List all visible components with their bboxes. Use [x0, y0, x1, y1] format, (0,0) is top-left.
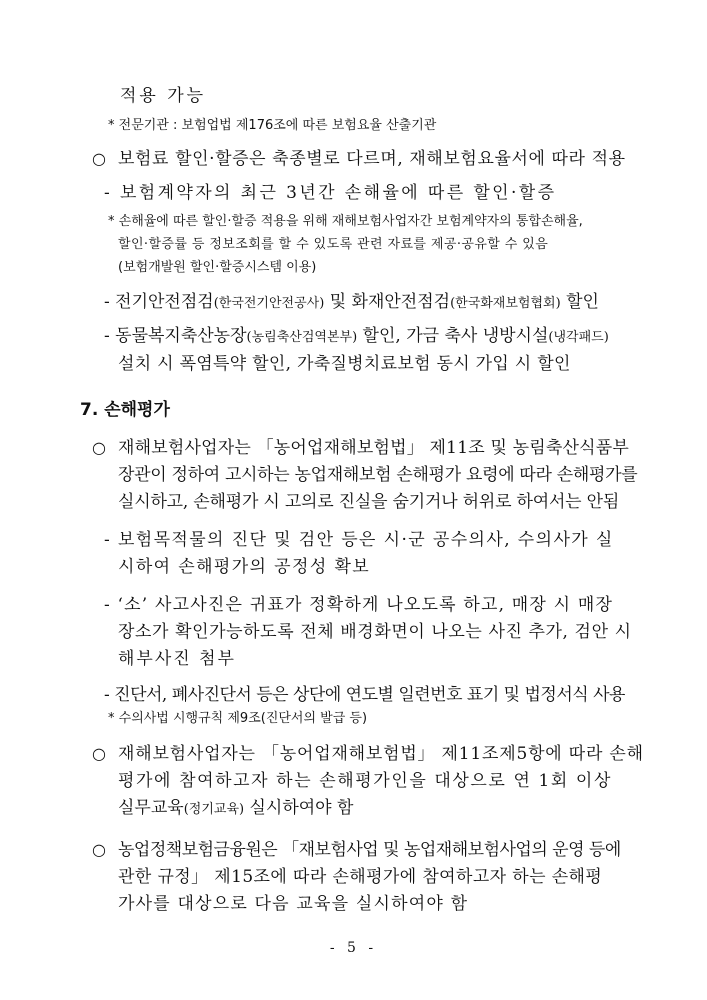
text-fragment-paren: (정기교육): [183, 802, 245, 817]
dash-item: [104, 324, 609, 350]
text-fragment: 실무교육: [118, 798, 184, 818]
footnote: * 수의사법 시행규칙 제9조(진단서의 발급 등): [108, 711, 368, 726]
dash-item-text: - 동물복지축산농장: [104, 326, 247, 346]
bullet-paragraph: 보험료 할인·할증은 축종별로 다르며, 재해보험요율서에 따라 적용: [118, 149, 626, 169]
dash-item-org: (한국화재보험협회): [450, 296, 561, 311]
bullet-paragraph-cont: [118, 796, 353, 822]
bullet-paragraph-cont: 평가에 참여하고자 하는 손해평가인을 대상으로 연 1회 이상: [118, 771, 612, 791]
footnote: * 전문기관 : 보험업법 제176조에 따른 보험요율 산출기관: [108, 118, 437, 133]
dash-item-cont: 설치 시 폭염특약 할인, 가축질병치료보험 동시 가입 시 할인: [118, 354, 571, 374]
circle-bullet-icon: ○: [92, 149, 106, 168]
bullet-paragraph-cont: 실시하고, 손해평가 시 고의로 진실을 숨기거나 허위로 하여서는 안됨: [118, 492, 620, 512]
dash-item-org: (냉각패드): [548, 330, 609, 345]
dash-item-text: 및 화재안전점검: [324, 292, 451, 312]
dash-item-text: 할인, 가금 축사 냉방시설: [357, 326, 549, 346]
bullet-paragraph-cont: 장관이 정하여 고시하는 농업재해보험 손해평가 요령에 따라 손해평가를: [118, 465, 638, 485]
circle-bullet-icon: ○: [92, 438, 106, 457]
circle-bullet-icon: ○: [92, 840, 106, 859]
text-line: 적용 가능: [120, 86, 207, 106]
dash-item-cont: 장소가 확인가능하도록 전체 배경화면이 나오는 사진 추가, 검안 시: [118, 622, 632, 642]
bullet-paragraph: 재해보험사업자는 「농어업재해보험법」 제11조제5항에 따라 손해: [118, 744, 644, 764]
circle-bullet-icon: ○: [92, 744, 106, 763]
dash-item-text: - 전기안전점검: [104, 292, 214, 312]
dash-item-cont: 해부사진 첨부: [118, 649, 236, 669]
dash-item: - 보험계약자의 최근 3년간 손해율에 따른 할인·할증: [104, 183, 557, 203]
dash-item: - 보험목적물의 진단 및 검안 등은 시·군 공수의사, 수의사가 실: [104, 530, 614, 550]
dash-item: - ‘소’ 사고사진은 귀표가 정확하게 나오도록 하고, 매장 시 매장: [104, 595, 614, 615]
bullet-paragraph: 재해보험사업자는 「농어업재해보험법」 제11조 및 농림축산식품부: [118, 438, 630, 458]
bullet-paragraph: 농업정책보험금융원은 「재보험사업 및 농업재해보험사업의 운영 등에: [118, 840, 621, 860]
page-number: - 5 -: [329, 940, 378, 956]
text-fragment: 실시하여야 함: [244, 798, 354, 818]
bullet-paragraph-cont: 가사를 대상으로 다음 교육을 실시하여야 함: [118, 894, 469, 914]
dash-item-text: 할인: [560, 292, 599, 312]
dash-item-org: (한국전기안전공사): [213, 296, 325, 311]
footnote: (보험개발원 할인·할증시스템 이용): [118, 260, 317, 275]
section-heading: 7. 손해평가: [80, 400, 170, 420]
dash-item: - 진단서, 폐사진단서 등은 상단에 연도별 일련번호 표기 및 법정서식 사용: [104, 685, 625, 705]
dash-item: [104, 290, 599, 316]
footnote: 할인·할증률 등 정보조회를 할 수 있도록 관련 자료를 제공·공유할 수 있음: [118, 237, 549, 252]
footnote: * 손해율에 따른 할인·할증 적용을 위해 재해보험사업자간 보험계약자의 통합손해율,: [108, 214, 583, 229]
dash-item-cont: 시하여 손해평가의 공정성 확보: [118, 557, 371, 577]
dash-item-org: (농림축산검역본부): [246, 330, 358, 345]
bullet-paragraph-cont: 관한 규정」 제15조에 따라 손해평가에 참여하고자 하는 손해평: [118, 867, 603, 887]
